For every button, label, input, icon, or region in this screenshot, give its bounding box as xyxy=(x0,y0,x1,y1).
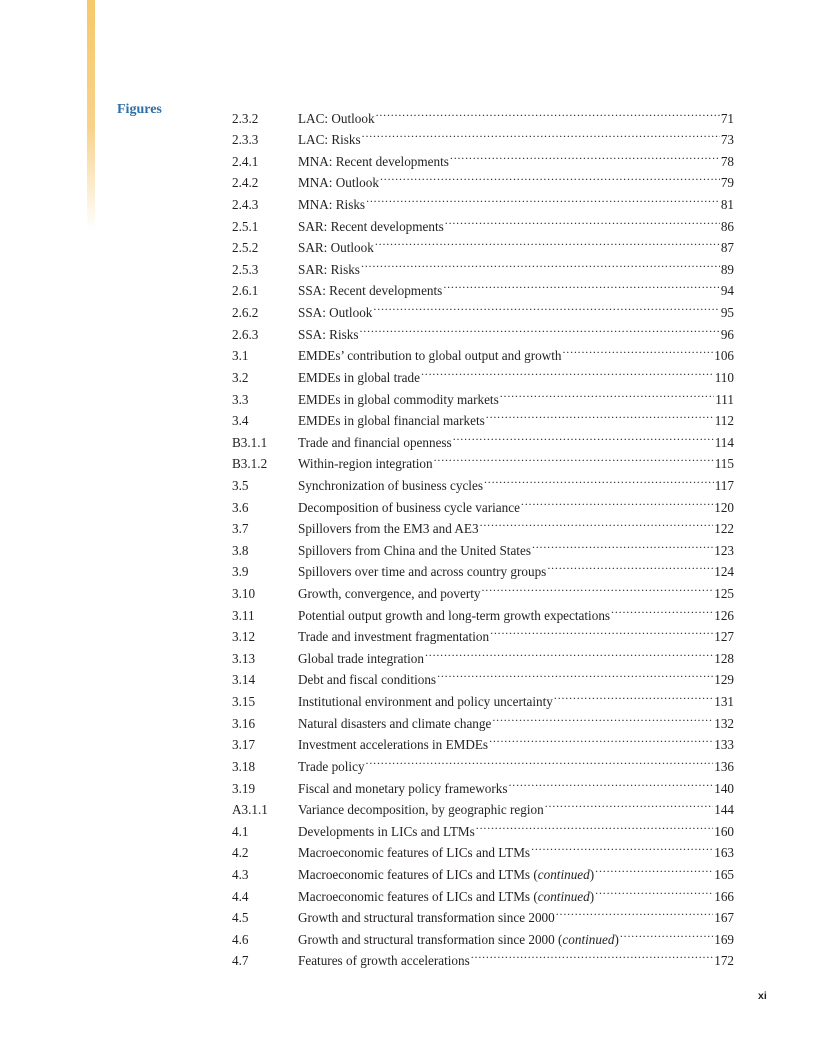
figure-number: 3.11 xyxy=(232,607,255,623)
accent-bar xyxy=(87,0,95,230)
dot-leader xyxy=(480,512,714,534)
dot-leader xyxy=(554,684,713,706)
page-reference: 166 xyxy=(714,888,734,904)
figure-number: B3.1.1 xyxy=(232,434,268,450)
dot-leader xyxy=(476,814,713,836)
figure-number: 3.18 xyxy=(232,758,256,774)
figure-title: Synchronization of business cycles xyxy=(298,477,483,493)
page-reference: 111 xyxy=(715,391,734,407)
page-reference: 144 xyxy=(714,802,734,818)
figure-number: 3.7 xyxy=(232,521,249,537)
dot-leader xyxy=(486,404,714,426)
dot-leader xyxy=(531,836,713,858)
page-reference: 89 xyxy=(720,261,734,277)
dot-leader xyxy=(376,101,720,123)
dot-leader xyxy=(366,749,714,771)
page-reference: 71 xyxy=(720,110,734,126)
dot-leader xyxy=(490,620,713,642)
dot-leader xyxy=(489,728,713,750)
figure-title: MNA: Outlook xyxy=(298,175,379,191)
figure-number: 3.15 xyxy=(232,694,256,710)
figure-title: Features of growth accelerations xyxy=(298,953,470,969)
figure-title: EMDEs in global financial markets xyxy=(298,413,485,429)
dot-leader xyxy=(375,231,720,253)
dot-leader xyxy=(500,382,714,404)
figure-number: 3.8 xyxy=(232,542,249,558)
page-reference: 125 xyxy=(714,586,734,602)
figure-title: Macroeconomic features of LICs and LTMs (continued) xyxy=(298,866,595,882)
figure-title: SAR: Outlook xyxy=(298,240,374,256)
page-reference: 117 xyxy=(714,477,734,493)
figure-number: 2.5.3 xyxy=(232,261,259,277)
page-reference: 131 xyxy=(714,694,734,710)
page-reference: 165 xyxy=(714,866,734,882)
figure-number: 3.16 xyxy=(232,715,256,731)
dot-leader xyxy=(595,879,713,901)
dot-leader xyxy=(620,922,713,944)
dot-leader xyxy=(484,468,714,490)
figure-title: EMDEs in global trade xyxy=(298,369,420,385)
page-reference: 96 xyxy=(720,326,734,342)
figure-title: EMDEs in global commodity markets xyxy=(298,391,499,407)
figure-number: 3.17 xyxy=(232,737,256,753)
figure-title: LAC: Outlook xyxy=(298,110,375,126)
figure-number: 4.1 xyxy=(232,823,249,839)
section-heading: Figures xyxy=(117,102,162,117)
page-reference: 128 xyxy=(714,650,734,666)
page-reference: 124 xyxy=(714,564,734,580)
figure-number: 2.5.1 xyxy=(232,218,259,234)
dot-leader xyxy=(421,360,714,382)
page-reference: 79 xyxy=(720,175,734,191)
page-reference: 95 xyxy=(720,305,734,321)
figure-number: 2.3.2 xyxy=(232,110,259,126)
page-reference: 120 xyxy=(714,499,734,515)
page-reference: 73 xyxy=(720,132,734,148)
figure-title: Institutional environment and policy uncertainty xyxy=(298,694,553,710)
dot-leader xyxy=(556,901,713,923)
dot-leader xyxy=(373,295,719,317)
figure-title: Spillovers over time and across country groups xyxy=(298,564,547,580)
dot-leader xyxy=(366,187,720,209)
dot-leader xyxy=(425,641,713,663)
figure-title: Trade and investment fragmentation xyxy=(298,629,490,645)
figure-title: Fiscal and monetary policy frameworks xyxy=(298,780,508,796)
figure-number: 4.5 xyxy=(232,910,249,926)
page-reference: 127 xyxy=(714,629,734,645)
dot-leader xyxy=(471,944,713,966)
figure-number: 2.4.3 xyxy=(232,197,259,213)
figure-title: MNA: Risks xyxy=(298,197,366,213)
figure-title: Spillovers from China and the United States xyxy=(298,542,531,558)
figure-number: 3.12 xyxy=(232,629,256,645)
dot-leader xyxy=(453,425,714,447)
page-reference: 133 xyxy=(714,737,734,753)
page-reference: 115 xyxy=(714,456,734,472)
page-reference: 114 xyxy=(714,434,734,450)
dot-leader xyxy=(445,209,720,231)
page-reference: 122 xyxy=(714,521,734,537)
dot-leader xyxy=(443,274,720,296)
figure-number: 4.7 xyxy=(232,953,249,969)
dot-leader xyxy=(359,317,719,339)
page-reference: 160 xyxy=(714,823,734,839)
page-reference: 87 xyxy=(720,240,734,256)
dot-leader xyxy=(611,598,713,620)
figure-title: Decomposition of business cycle variance xyxy=(298,499,520,515)
figure-number: 3.9 xyxy=(232,564,249,580)
figure-title: Investment accelerations in EMDEs xyxy=(298,737,489,753)
figure-title: Debt and fiscal conditions xyxy=(298,672,437,688)
figure-number: 2.6.2 xyxy=(232,305,259,321)
dot-leader xyxy=(482,576,714,598)
figure-title: SSA: Recent developments xyxy=(298,283,443,299)
dot-leader xyxy=(562,339,713,361)
figure-number: 3.4 xyxy=(232,413,249,429)
figure-number: 2.5.2 xyxy=(232,240,259,256)
figure-title: Macroeconomic features of LICs and LTMs (continued) xyxy=(298,888,595,904)
figure-title: SAR: Risks xyxy=(298,261,360,277)
figure-number: 4.3 xyxy=(232,866,249,882)
page-reference: 172 xyxy=(714,953,734,969)
figure-number: A3.1.1 xyxy=(232,802,268,818)
toc-entry[interactable] xyxy=(232,101,734,126)
page-reference: 136 xyxy=(714,758,734,774)
figure-title: Growth, convergence, and poverty xyxy=(298,586,481,602)
page-reference: 78 xyxy=(720,153,734,169)
figure-title: Potential output growth and long-term growth expectations xyxy=(298,607,611,623)
figure-title: Trade policy xyxy=(298,758,365,774)
figure-number: 2.6.3 xyxy=(232,326,259,342)
page-reference: 129 xyxy=(714,672,734,688)
dot-leader xyxy=(521,490,713,512)
figure-title: Natural disasters and climate change xyxy=(298,715,492,731)
figure-title: Variance decomposition, by geographic region xyxy=(298,802,544,818)
figure-title: Growth and structural transformation since 2000 xyxy=(298,910,555,926)
page-number: xi xyxy=(758,990,767,1002)
figure-number: 4.4 xyxy=(232,888,249,904)
figure-title: SSA: Risks xyxy=(298,326,359,342)
figure-title: Global trade integration xyxy=(298,650,424,666)
dot-leader xyxy=(595,857,713,879)
dot-leader xyxy=(434,447,714,469)
figure-number: 3.3 xyxy=(232,391,249,407)
page-reference: 94 xyxy=(720,283,734,299)
dot-leader xyxy=(437,663,713,685)
page-reference: 167 xyxy=(714,910,734,926)
figure-title: SSA: Outlook xyxy=(298,305,373,321)
dot-leader xyxy=(545,793,713,815)
page-reference: 123 xyxy=(714,542,734,558)
figures-list xyxy=(232,101,734,969)
figure-number: 3.10 xyxy=(232,586,256,602)
dot-leader xyxy=(492,706,713,728)
figure-title: SAR: Recent developments xyxy=(298,218,444,234)
dot-leader xyxy=(547,555,713,577)
figure-number: 2.3.3 xyxy=(232,132,259,148)
figure-number: 3.6 xyxy=(232,499,249,515)
figure-title: LAC: Risks xyxy=(298,132,361,148)
figure-number: 2.4.1 xyxy=(232,153,259,169)
page-reference: 86 xyxy=(720,218,734,234)
figure-title: Developments in LICs and LTMs xyxy=(298,823,475,839)
figure-title: Macroeconomic features of LICs and LTMs xyxy=(298,845,531,861)
dot-leader xyxy=(361,252,720,274)
page-reference: 140 xyxy=(714,780,734,796)
figure-title: EMDEs’ contribution to global output and growth xyxy=(298,348,562,364)
figure-title: Trade and financial openness xyxy=(298,434,452,450)
figure-number: 4.6 xyxy=(232,931,249,947)
dot-leader xyxy=(380,166,720,188)
figure-number: 4.2 xyxy=(232,845,249,861)
figure-number: 3.1 xyxy=(232,348,249,364)
figure-title: Within-region integration xyxy=(298,456,433,472)
figure-number: 3.14 xyxy=(232,672,256,688)
figure-title: MNA: Recent developments xyxy=(298,153,449,169)
dot-leader xyxy=(450,144,720,166)
page-reference: 132 xyxy=(714,715,734,731)
page-reference: 81 xyxy=(720,197,734,213)
dot-leader xyxy=(362,123,720,145)
page-reference: 163 xyxy=(714,845,734,861)
figure-title: Spillovers from the EM3 and AE3 xyxy=(298,521,479,537)
figure-number: 2.6.1 xyxy=(232,283,259,299)
figure-number: 3.5 xyxy=(232,477,249,493)
dot-leader xyxy=(508,771,713,793)
page-reference: 126 xyxy=(714,607,734,623)
dot-leader xyxy=(532,533,713,555)
page-reference: 112 xyxy=(714,413,734,429)
page-reference: 106 xyxy=(714,348,734,364)
figure-number: 3.2 xyxy=(232,369,249,385)
page-reference: 169 xyxy=(714,931,734,947)
figure-number: 2.4.2 xyxy=(232,175,259,191)
figure-number: 3.13 xyxy=(232,650,256,666)
figure-title: Growth and structural transformation since 2000 (continued) xyxy=(298,931,619,947)
page-reference: 110 xyxy=(714,369,734,385)
figure-number: B3.1.2 xyxy=(232,456,268,472)
figure-number: 3.19 xyxy=(232,780,256,796)
